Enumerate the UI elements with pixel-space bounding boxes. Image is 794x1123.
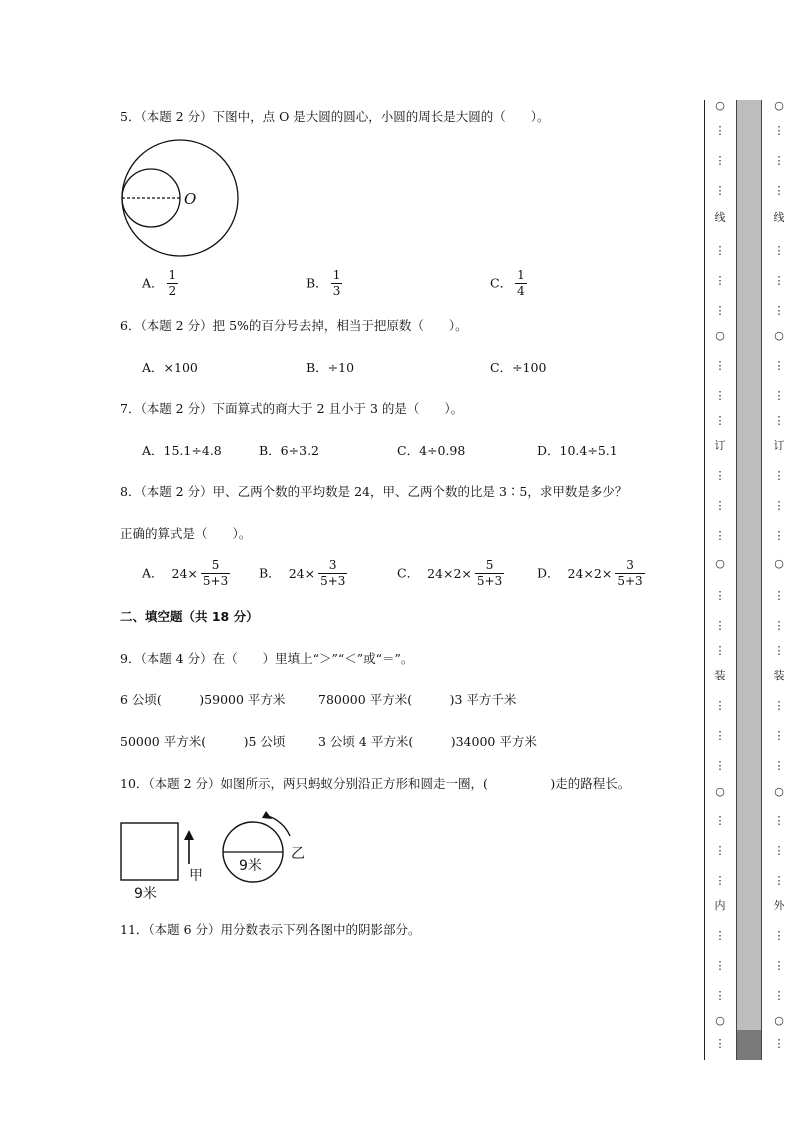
q8-stem: 8．（本题 2 分）甲、乙两个数的平均数是 24，甲、乙两个数的比是 3∶5，求甲数是多少？ <box>120 484 628 499</box>
q9-blank-2[interactable]: 780000 平方米( )3 平方千米 <box>318 692 517 707</box>
section-2-heading: 二、填空题（共 18 分） <box>120 609 259 624</box>
q8-option-b-num: 3 <box>328 558 337 572</box>
q5-option-a-num: 1 <box>168 268 177 282</box>
gutter-dots: ⋮ <box>714 414 726 427</box>
gutter-dots: ⋮ <box>714 874 726 887</box>
gutter-label-wai: 外 <box>773 899 785 912</box>
small-circle <box>122 169 180 227</box>
q5-option-b[interactable] <box>306 269 342 298</box>
q6-option-a[interactable]: A．×100 <box>142 360 198 375</box>
q8-option-a-den: 5+3 <box>202 574 229 588</box>
gutter-dots: ⋮ <box>773 274 785 287</box>
gutter-dots: ⋮ <box>714 729 726 742</box>
gutter-circle: ○ <box>774 557 784 570</box>
gutter-dots: ⋮ <box>714 124 726 137</box>
gutter-dots: ⋮ <box>773 529 785 542</box>
gutter-dots: ⋮ <box>773 359 785 372</box>
q8-option-c-den: 5+3 <box>476 574 503 588</box>
gutter-dots: ⋮ <box>714 274 726 287</box>
gutter-circle: ○ <box>715 557 725 570</box>
gutter-dots: ⋮ <box>714 929 726 942</box>
q8-option-b[interactable] <box>259 559 347 588</box>
q7-stem: 7．（本题 2 分）下面算式的商大于 2 且小于 3 的是（ ）。 <box>120 401 464 416</box>
q5-option-a-fraction <box>167 269 179 298</box>
gutter-dots: ⋮ <box>773 759 785 772</box>
q5-option-c-fraction <box>515 269 527 298</box>
q8-option-a-letter: A． <box>142 565 164 581</box>
gutter-dots: ⋮ <box>773 124 785 137</box>
q9-stem: 9．（本题 4 分）在（ ）里填上“＞”“＜”或“＝”。 <box>120 651 414 666</box>
q5-option-b-num: 1 <box>332 268 341 282</box>
q8-option-d-letter: D． <box>537 565 560 581</box>
q5-option-c-letter: C． <box>490 275 513 291</box>
ant-jia-label: 甲 <box>189 868 203 884</box>
q6-option-b[interactable]: B．÷10 <box>306 360 355 375</box>
q5-circle-figure <box>118 135 248 265</box>
gutter-dots: ⋮ <box>773 874 785 887</box>
gutter-circle: ○ <box>774 785 784 798</box>
q10-figure <box>116 810 326 902</box>
q5-option-c-num: 1 <box>517 268 525 282</box>
gutter-dots: ⋮ <box>773 729 785 742</box>
gutter-dots: ⋮ <box>773 959 785 972</box>
q7-option-a[interactable]: A．15.1÷4.8 <box>142 443 222 458</box>
binding-dark-block <box>737 1030 761 1060</box>
square-side-label: 9米 <box>134 886 157 902</box>
gutter-dots: ⋮ <box>714 529 726 542</box>
q5-option-a-den: 2 <box>168 284 177 298</box>
q8-option-b-expr: 24× <box>288 565 316 581</box>
q8-option-d-expr: 24×2× <box>567 565 613 581</box>
q8-option-a[interactable] <box>142 559 230 588</box>
gutter-circle: ○ <box>715 329 725 342</box>
q7-option-d[interactable]: D．10.4÷5.1 <box>537 443 618 458</box>
q5-option-b-letter: B． <box>306 275 328 291</box>
gutter-dots: ⋮ <box>714 589 726 602</box>
gutter-dots: ⋮ <box>714 389 726 402</box>
gutter-circle: ○ <box>774 329 784 342</box>
gutter-circle: ○ <box>715 99 725 112</box>
q8-option-b-den: 5+3 <box>320 574 346 588</box>
q9-blank-1[interactable]: 6 公顷( )59000 平方米 <box>120 692 286 707</box>
circle-diameter-label: 9米 <box>239 858 262 874</box>
q8-option-d-den: 5+3 <box>617 574 643 588</box>
gutter-label-line: 线 <box>714 211 726 224</box>
gutter-dots: ⋮ <box>773 619 785 632</box>
ant-jia-arrow-head <box>184 830 194 840</box>
gutter-label-zhuang: 装 <box>714 669 726 682</box>
gutter-dots: ⋮ <box>773 244 785 257</box>
gutter-dots: ⋮ <box>773 154 785 167</box>
gutter-dots: ⋮ <box>714 469 726 482</box>
gutter-dots: ⋮ <box>714 244 726 257</box>
q9-blank-4[interactable]: 3 公顷 4 平方米( )34000 平方米 <box>318 734 537 749</box>
q5-option-a[interactable] <box>142 269 178 298</box>
q8-option-b-letter: B． <box>259 565 281 581</box>
square <box>121 823 178 880</box>
q8-option-d[interactable] <box>537 559 645 588</box>
q8-option-c[interactable] <box>397 559 504 588</box>
gutter-circle: ○ <box>715 1014 725 1027</box>
gutter-dots: ⋮ <box>773 644 785 657</box>
ant-yi-label: 乙 <box>291 846 305 862</box>
gutter-dots: ⋮ <box>773 929 785 942</box>
gutter-dots: ⋮ <box>714 184 726 197</box>
gutter-dots: ⋮ <box>773 589 785 602</box>
gutter-dots: ⋮ <box>714 989 726 1002</box>
q5-option-a-letter: A． <box>142 275 164 291</box>
q8-option-c-expr: 24×2× <box>427 565 472 581</box>
q8-option-a-expr: 24× <box>171 565 198 581</box>
gutter-label-zhuang: 装 <box>773 669 785 682</box>
q10-stem: 10．（本题 2 分）如图所示，两只蚂蚁分别沿正方形和圆走一圈，( )走的路程长。 <box>120 776 631 791</box>
gutter-label-nei: 内 <box>714 899 726 912</box>
q6-option-c[interactable]: C．÷100 <box>490 360 547 375</box>
gutter-dots: ⋮ <box>714 844 726 857</box>
gutter-label-ding: 订 <box>714 439 726 452</box>
q8-option-d-num: 3 <box>626 558 634 572</box>
gutter-circle: ○ <box>774 99 784 112</box>
q5-option-c-den: 4 <box>517 284 525 298</box>
gutter-circle: ○ <box>715 785 725 798</box>
q5-option-b-den: 3 <box>332 284 341 298</box>
gutter-dots: ⋮ <box>714 619 726 632</box>
gutter-label-ding: 订 <box>773 439 785 452</box>
q5-option-b-fraction <box>331 269 343 298</box>
q8-option-a-num: 5 <box>211 558 220 572</box>
q9-blank-3[interactable]: 50000 平方米( )5 公顷 <box>120 734 286 749</box>
gutter-dots: ⋮ <box>773 469 785 482</box>
gutter-dots: ⋮ <box>714 759 726 772</box>
gutter-dots: ⋮ <box>773 1037 785 1050</box>
ant-yi-arrow-head <box>262 811 272 819</box>
q8-option-d-fraction <box>615 559 644 588</box>
q6-stem: 6．（本题 2 分）把 5%的百分号去掉，相当于把原数（ ）。 <box>120 318 468 333</box>
q8-option-a-fraction <box>201 559 230 588</box>
q8-option-c-num: 5 <box>485 558 494 572</box>
gutter-dots: ⋮ <box>714 814 726 827</box>
gutter-dots: ⋮ <box>773 184 785 197</box>
gutter-circle: ○ <box>774 1014 784 1027</box>
gutter-dots: ⋮ <box>714 499 726 512</box>
q7-option-c[interactable]: C．4÷0.98 <box>397 443 466 458</box>
gutter-dots: ⋮ <box>773 414 785 427</box>
q7-option-b[interactable]: B．6÷3.2 <box>259 443 319 458</box>
ant-yi-arc-arrow <box>268 816 290 836</box>
gutter-dots: ⋮ <box>773 699 785 712</box>
gutter-dots: ⋮ <box>714 699 726 712</box>
gutter-dots: ⋮ <box>773 499 785 512</box>
q11-stem: 11．（本题 6 分）用分数表示下列各图中的阴影部分。 <box>120 922 421 937</box>
gutter-dots: ⋮ <box>773 814 785 827</box>
gutter-dots: ⋮ <box>714 959 726 972</box>
gutter-dots: ⋮ <box>714 359 726 372</box>
q8-option-b-fraction <box>318 559 347 588</box>
binding-outer-border <box>704 100 705 1060</box>
q8-option-c-letter: C． <box>397 565 420 581</box>
gutter-label-line: 线 <box>773 211 785 224</box>
gutter-dots: ⋮ <box>714 1037 726 1050</box>
gutter-dots: ⋮ <box>773 304 785 317</box>
gutter-dots: ⋮ <box>773 844 785 857</box>
q5-stem: 5．（本题 2 分）下图中，点 O 是大圆的圆心，小圆的周长是大圆的（ ）。 <box>120 109 550 124</box>
gutter-dots: ⋮ <box>714 154 726 167</box>
gutter-dots: ⋮ <box>773 389 785 402</box>
q8-stem-line2: 正确的算式是（ ）。 <box>120 526 252 541</box>
center-label: O <box>184 190 197 208</box>
gutter-dots: ⋮ <box>714 304 726 317</box>
q8-option-c-fraction <box>475 559 504 588</box>
binding-gray-strip <box>736 100 762 1060</box>
q5-option-c[interactable] <box>490 269 527 298</box>
gutter-dots: ⋮ <box>714 644 726 657</box>
gutter-dots: ⋮ <box>773 989 785 1002</box>
